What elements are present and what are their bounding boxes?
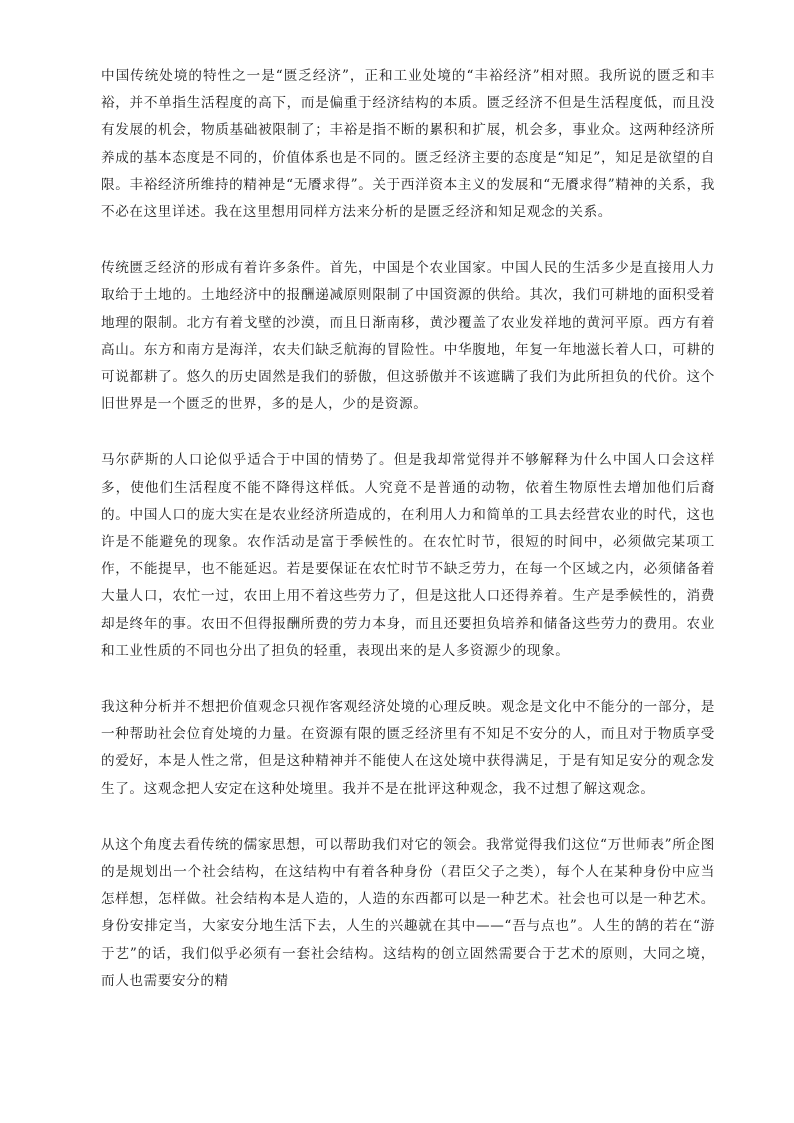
document-body bbox=[101, 63, 715, 1024]
paragraph-5: 从这个角度去看传统的儒家思想，可以帮助我们对它的领会。我常觉得我们这位“万世师表”所企图的是规划出一个社会结构，在这结构中有着各种身份（君臣父子之类），每个人在某种身份中应当怎样想，怎样做。社会结构本是人造的，人造的东西都可以是一种艺术。社会也可以是一种艺术。身份安排定当，大家安分地生活下去，人生的兴趣就在其中——“吾与点也”。人生的鹄的若在“游于艺”的话，我们似乎必须有一套社会结构。这结构的创立固然需要合于艺术的原则，大同之境，而人也需要安分的精 bbox=[101, 836, 715, 989]
paragraph-4: 我这种分析并不想把价值观念只视作客观经济处境的心理反映。观念是文化中不能分的一部分，是一种帮助社会位育处境的力量。在资源有限的匮乏经济里有不知足不安分的人，而且对于物质享受的爱好，本是人性之常，但是这种精神并不能使人在这处境中获得满足，于是有知足安分的观念发生了。这观念把人安定在这种处境里。我并不是在批评这种观念，我不过想了解这观念。 bbox=[101, 699, 715, 797]
paragraph-3: 马尔萨斯的人口论似乎适合于中国的情势了。但是我却常觉得并不够解释为什么中国人口会这样多，使他们生活程度不能不降得这样低。人究竟不是普通的动物，依着生物原性去增加他们后裔的。中国人口的庞大实在是农业经济所造成的，在利用人力和简单的工具去经营农业的时代，这也许是不能避免的现象。农作活动是富于季候性的。在农忙时节，很短的时间中，必须做完某项工作，不能提早，也不能延迟。若是要保证在农忙时节不缺乏劳力，在每一个区域之内，必须储备着大量人口，农忙一过，农田上用不着这些劳力了，但是这批人口还得养着。生产是季候性的，消费却是终年的事。农田不但得报酬所费的劳力本身，而且还要担负培养和储备这些劳力的费用。农业和工业性质的不同也分出了担负的轻重，表现出来的是人多资源少的现象。 bbox=[101, 452, 715, 659]
paragraph-1: 中国传统处境的特性之一是“匮乏经济”，正和工业处境的“丰裕经济”相对照。我所说的匮乏和丰裕，并不单指生活程度的高下，而是偏重于经济结构的本质。匮乏经济不但是生活程度低，而且没有发展的机会，物质基础被限制了；丰裕是指不断的累积和扩展，机会多，事业众。这两种经济所养成的基本态度是不同的，价值体系也是不同的。匮乏经济主要的态度是“知足”，知足是欲望的自限。丰裕经济所维持的精神是“无餍求得”。关于西洋资本主义的发展和“无餍求得”精神的关系，我不必在这里详述。我在这里想用同样方法来分析的是匮乏经济和知足观念的关系。 bbox=[101, 68, 715, 221]
paragraph-2: 传统匮乏经济的形成有着许多条件。首先，中国是个农业国家。中国人民的生活多少是直接用人力取给于土地的。土地经济中的报酬递减原则限制了中国资源的供给。其次，我们可耕地的面积受着地理的限制。北方有着戈壁的沙漠，而且日渐南移，黄沙覆盖了农业发祥地的黄河平原。西方有着高山。东方和南方是海洋，农夫们缺乏航海的冒险性。中华腹地，年复一年地滋长着人口，可耕的可说都耕了。悠久的历史固然是我们的骄傲，但这骄傲并不该遮瞒了我们为此所担负的代价。这个旧世界是一个匮乏的世界，多的是人，少的是资源。 bbox=[101, 260, 715, 413]
